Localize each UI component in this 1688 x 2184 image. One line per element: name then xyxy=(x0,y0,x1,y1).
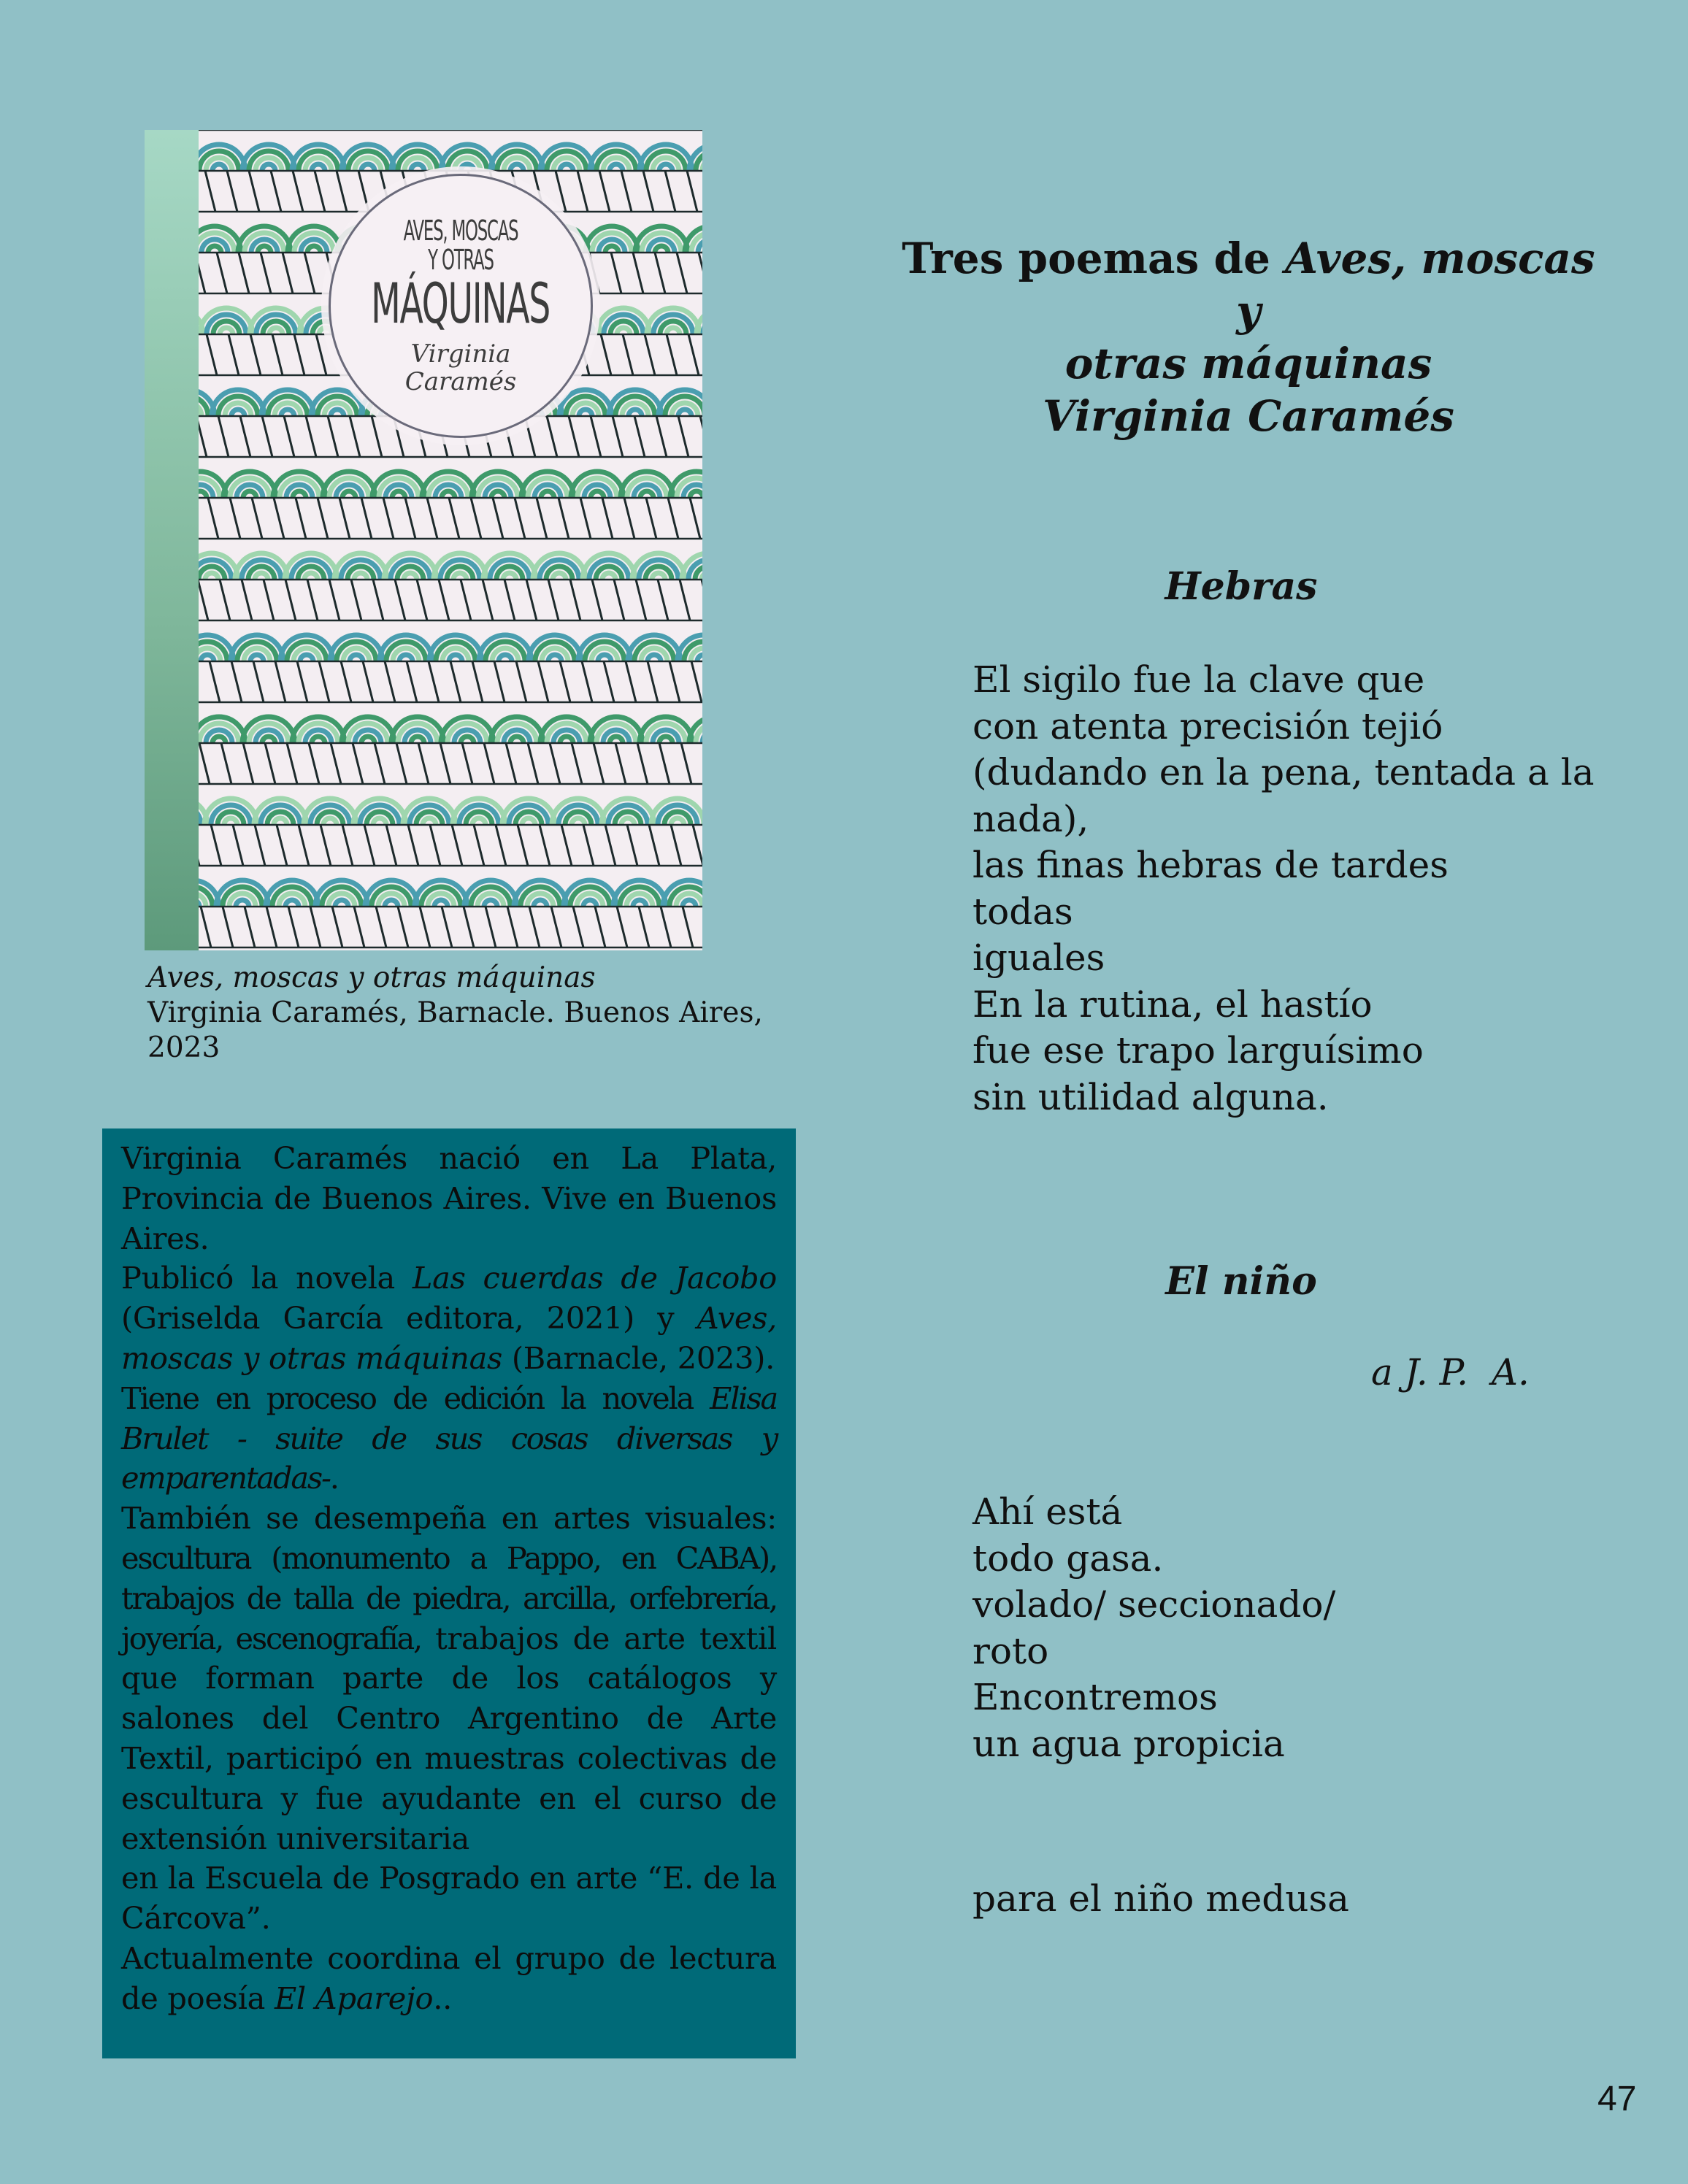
bio-paragraph-current xyxy=(121,1939,777,2019)
poem-line: (dudando en la pena, tentada a la xyxy=(972,751,1595,793)
bio-text: Tiene en proceso de edición la novela xyxy=(121,1380,710,1416)
bio-paragraph-school: en la Escuela de Posgrado en arte “E. de la Cárcova”. xyxy=(121,1860,777,1937)
poem-line: nada), xyxy=(972,797,1089,840)
poem-line: iguales xyxy=(972,937,1105,979)
poem-line: volado/ seccionado/ xyxy=(972,1583,1336,1626)
book-cover-image xyxy=(145,130,702,950)
bio-text: . xyxy=(329,1460,338,1496)
title-author: Virginia Caramés xyxy=(1043,391,1454,441)
poem-line: todo gasa. xyxy=(972,1537,1164,1580)
poem-line: fue ese trapo larguísimo xyxy=(972,1029,1424,1072)
bio-text: (Griselda García editora, 2021) y xyxy=(121,1300,697,1337)
bio-paragraph-publications xyxy=(121,1258,777,1378)
bio-novel-title: Las cuerdas de Jacobo xyxy=(412,1260,777,1296)
bio-paragraph-visual-arts xyxy=(121,1499,777,1858)
poem-body-hebras xyxy=(972,657,1630,1120)
cover-title-line1: AVES, MOSCAS xyxy=(403,215,518,247)
bio-text: Actualmente coordina el grupo de lectura de poesía xyxy=(121,1939,777,2016)
poem-dedication: a J. P. A. xyxy=(1371,1351,1530,1393)
poem-line: un agua propicia xyxy=(972,1722,1285,1765)
title-book-part2: otras máquinas xyxy=(1064,339,1432,388)
poem-line: con atenta precisión tejió xyxy=(972,704,1443,747)
bio-text: trabajos de arte textil que forman parte de los catálogos y salones del Centro Argentino de Arte Textil, participó en muestras colectivas de escultura y fue ayudante en el curso de extensión universitaria xyxy=(121,1620,778,1856)
bio-text: escultura (monumento a Pappo, en CABA), trabajos de talla de piedra, arcilla, orfebrería, joyería, escenografía, xyxy=(121,1539,777,1656)
poem-line: Encontremos xyxy=(972,1676,1218,1718)
caption-book-title: Aves, moscas y otras máquinas xyxy=(147,961,596,994)
poem-line: todas xyxy=(972,890,1073,933)
poem-body-el-nino xyxy=(972,1489,1630,1767)
image-caption xyxy=(147,961,805,1066)
cover-title-line2: Y OTRAS xyxy=(428,244,494,276)
bio-text: (Barnacle, 2023). xyxy=(502,1339,775,1376)
poem-line: Ahí está xyxy=(972,1491,1123,1533)
bio-paragraph-in-progress xyxy=(121,1379,777,1499)
bio-upcoming-novel-title: Elisa Brulet - suite de sus cosas diversas y emparentadas- xyxy=(121,1380,777,1496)
bio-book-title: Aves, moscas y otras máquinas xyxy=(121,1300,777,1376)
poem-line: El sigilo fue la clave que xyxy=(972,658,1425,701)
poem-line: En la rutina, el hastío xyxy=(972,983,1373,1026)
poem-line: sin utilidad alguna. xyxy=(972,1075,1329,1118)
book-spine xyxy=(145,130,199,950)
bio-paragraph-birth: Virginia Caramés nació en La Plata, Provincia de Buenos Aires. Vive en Buenos Aires. xyxy=(121,1140,777,1256)
caption-year: 2023 xyxy=(147,1031,220,1064)
bio-text: También se desempeña en artes visuales: xyxy=(121,1500,777,1537)
poem-line: las finas hebras de tardes xyxy=(972,844,1449,886)
cover-author: Virginia Caramés xyxy=(404,339,517,396)
title-prefix: Tres poemas de xyxy=(902,234,1286,283)
poem-last-line xyxy=(972,1876,1630,1923)
author-bio-box xyxy=(102,1128,796,2058)
page-title xyxy=(883,232,1614,442)
bio-group-name: El Aparejo xyxy=(274,1980,434,2016)
cover-title-line3: MÁQUINAS xyxy=(371,271,550,336)
title-book-part1: Aves, moscas y xyxy=(1236,234,1595,336)
caption-publisher-line: Virginia Caramés, Barnacle. Buenos Aires, xyxy=(147,996,763,1029)
bio-text: .. xyxy=(433,1980,453,2016)
cover-title-badge xyxy=(329,174,593,438)
page-number: 47 xyxy=(1597,2080,1637,2118)
poem-line: para el niño medusa xyxy=(972,1877,1349,1920)
poem-title-hebras: Hebras xyxy=(1165,564,1318,609)
poem-line: roto xyxy=(972,1629,1049,1672)
poem-title-el-nino: El niño xyxy=(1165,1259,1317,1304)
bio-text: Publicó la novela xyxy=(121,1260,413,1296)
